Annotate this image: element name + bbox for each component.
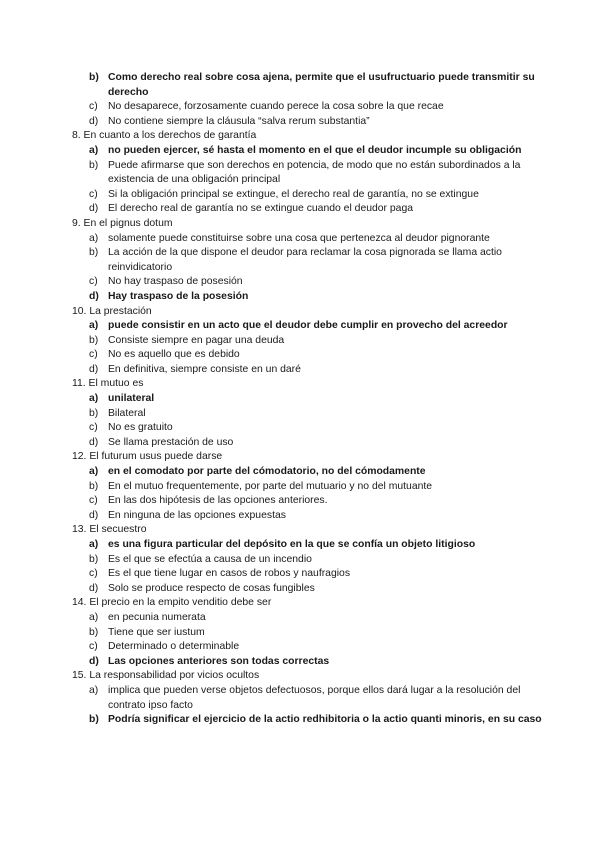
option-letter: b)	[89, 480, 99, 492]
option-10d	[72, 363, 542, 378]
option-text: En definitiva, siempre consiste en un daré	[108, 363, 301, 375]
option-text: No es aquello que es debido	[108, 349, 240, 361]
question-title: 10. La prestación	[72, 305, 152, 317]
option-letter: c)	[89, 349, 98, 361]
option-14a	[72, 611, 542, 626]
option-text: Solo se produce respecto de cosas fungibles	[108, 582, 315, 594]
option-text: en pecunia numerata	[108, 611, 206, 623]
option-text: no pueden ejercer, sé hasta el momento en el que el deudor incumple su obligación	[108, 144, 522, 156]
option-13b	[72, 553, 542, 568]
option-letter: b)	[89, 159, 99, 171]
option-letter: c)	[89, 641, 98, 653]
option-13c	[72, 567, 542, 582]
question-title: 14. El precio en la empito venditio debe ser	[72, 597, 272, 609]
option-text: Si la obligación principal se extingue, el derecho real de garantía, no se extingue	[108, 188, 479, 200]
option-text: Hay traspaso de la posesión	[108, 290, 249, 302]
option-8b	[72, 159, 542, 188]
option-text: en el comodato por parte del cómodatorio, no del cómodamente	[108, 466, 426, 478]
option-11d	[72, 436, 542, 451]
option-text: En el mutuo frequentemente, por parte del mutuario y no del mutuante	[108, 480, 433, 492]
question-13	[72, 523, 542, 596]
option-text: Como derecho real sobre cosa ajena, permite que el usufructuario puede transmitir su derecho	[108, 72, 535, 98]
option-text: Las opciones anteriores son todas correctas	[108, 655, 330, 667]
option-14c	[72, 640, 542, 655]
option-letter: a)	[89, 539, 99, 550]
question-title: 11. El mutuo es	[72, 378, 144, 390]
option-letter: b)	[89, 714, 99, 726]
question-title: 12. El futurum usus puede darse	[72, 451, 223, 463]
option-text: Bilateral	[108, 407, 146, 419]
option-letter: a)	[89, 320, 99, 332]
option-10b	[72, 334, 542, 349]
option-9a	[72, 232, 542, 247]
question-11	[72, 377, 542, 450]
option-13d	[72, 582, 542, 597]
question-7-continuation	[72, 71, 542, 129]
option-letter: d)	[89, 436, 99, 448]
option-text: Podría significar el ejercicio de la actio redhibitoria o la actio quanti minoris, en su caso	[108, 714, 542, 726]
option-10c	[72, 348, 542, 363]
option-8d	[72, 202, 542, 217]
option-letter: a)	[89, 684, 99, 696]
option-text: Es el que se efectúa a causa de un incendio	[108, 553, 312, 565]
option-11a	[72, 392, 542, 407]
option-9c	[72, 275, 542, 290]
question-14	[72, 596, 542, 669]
option-15a	[72, 684, 542, 713]
option-letter: d)	[89, 509, 99, 521]
option-12d	[72, 509, 542, 524]
option-letter: b)	[89, 407, 99, 419]
option-text: No es gratuito	[108, 422, 173, 434]
option-text: En ninguna de las opciones expuestas	[108, 509, 286, 521]
question-title: 9. En el pignus dotum	[72, 217, 173, 229]
option-text: En las dos hipótesis de las opciones anteriores.	[108, 495, 328, 507]
option-letter: c)	[89, 188, 98, 200]
option-14d	[72, 655, 542, 670]
option-7d	[72, 115, 542, 130]
option-text: solamente puede constituirse sobre una cosa que pertenezca al deudor pignorante	[108, 232, 490, 244]
option-text: Puede afirmarse que son derechos en potencia, de modo que no están subordinados a la existencia de una obligación principal	[108, 159, 521, 186]
option-8c	[72, 188, 542, 203]
question-12	[72, 450, 542, 523]
question-title: 13. El secuestro	[72, 524, 147, 536]
option-15b	[72, 713, 542, 728]
option-letter: a)	[89, 393, 99, 405]
option-letter: d)	[89, 115, 99, 127]
option-text: La acción de la que dispone el deudor para reclamar la cosa pignorada se llama actio reinvidicatorio	[108, 247, 502, 273]
option-letter: d)	[89, 363, 99, 375]
option-10a	[72, 319, 542, 334]
option-letter: a)	[89, 144, 99, 156]
option-text: No hay traspaso de posesión	[108, 276, 243, 288]
option-text: unilateral	[108, 393, 155, 405]
option-text: No contiene siempre la cláusula “salva rerum substantia”	[108, 115, 370, 127]
question-8	[72, 129, 542, 217]
option-letter: c)	[89, 422, 98, 434]
option-8a	[72, 144, 542, 159]
option-12a	[72, 465, 542, 480]
option-9d	[72, 290, 542, 305]
option-text: Es el que tiene lugar en casos de robos y naufragios	[108, 568, 351, 580]
option-12c	[72, 494, 542, 509]
option-11b	[72, 407, 542, 422]
option-11c	[72, 421, 542, 436]
option-letter: a)	[89, 232, 99, 244]
question-15	[72, 669, 542, 727]
option-7b	[72, 71, 542, 100]
option-text: es una figura particular del depósito en la que se confía un objeto litigioso	[108, 539, 476, 550]
option-letter: c)	[89, 276, 98, 288]
option-14b	[72, 626, 542, 641]
option-letter: d)	[89, 582, 99, 594]
option-letter: b)	[89, 247, 99, 259]
question-title: 15. La responsabilidad por vicios ocultos	[72, 670, 260, 682]
option-letter: a)	[89, 611, 99, 623]
option-12b	[72, 480, 542, 495]
option-text: puede consistir en un acto que el deudor debe cumplir en provecho del acreedor	[108, 320, 508, 332]
option-text: Se llama prestación de uso	[108, 436, 234, 448]
option-13a	[72, 538, 542, 553]
option-letter: c)	[89, 568, 98, 580]
option-letter: a)	[89, 466, 99, 478]
option-letter: b)	[89, 626, 99, 638]
option-7c	[72, 100, 542, 115]
question-9	[72, 217, 542, 305]
option-letter: b)	[89, 334, 99, 346]
option-text: Tiene que ser iustum	[108, 626, 205, 638]
option-text: No desaparece, forzosamente cuando perece la cosa sobre la que recae	[108, 101, 444, 113]
question-title: 8. En cuanto a los derechos de garantía	[72, 130, 257, 142]
option-letter: c)	[89, 495, 98, 507]
option-letter: d)	[89, 290, 99, 302]
option-text: El derecho real de garantía no se extingue cuando el deudor paga	[108, 203, 414, 215]
option-letter: c)	[89, 101, 98, 113]
question-10	[72, 305, 542, 378]
option-text: Consiste siempre en pagar una deuda	[108, 334, 285, 346]
option-text: Determinado o determinable	[108, 641, 240, 653]
option-letter: b)	[89, 553, 99, 565]
option-letter: d)	[89, 203, 99, 215]
option-letter: d)	[89, 655, 99, 667]
option-letter: b)	[89, 72, 99, 83]
option-9b	[72, 246, 542, 275]
option-text: implica que pueden verse objetos defectuosos, porque ellos dará lugar a la resolución del contrato ipso facto	[108, 684, 521, 711]
exam-content	[72, 71, 542, 728]
